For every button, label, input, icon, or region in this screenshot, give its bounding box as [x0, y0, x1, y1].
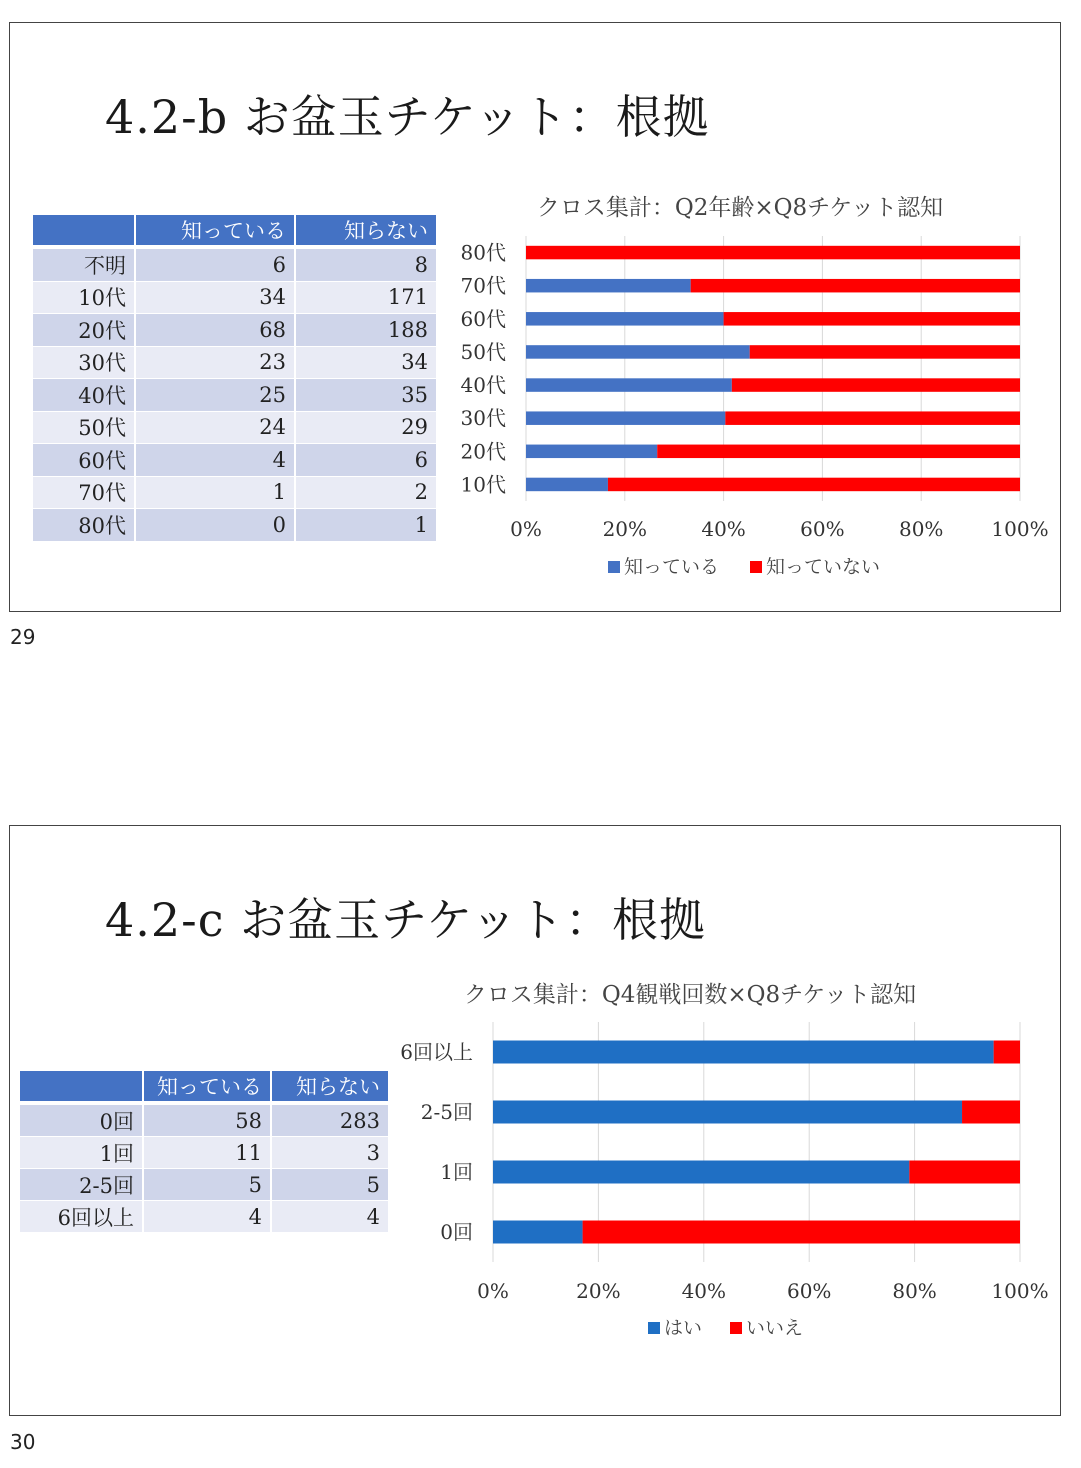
table-row — [20, 1168, 388, 1200]
bar-segment-known — [493, 1041, 994, 1064]
cross-table-age — [33, 215, 436, 541]
slide-title: 4.2-b お盆玉チケット：根拠 — [105, 90, 710, 144]
table-row — [33, 378, 436, 411]
bar-segment-known — [493, 1161, 909, 1184]
row-label: 6回以上 — [20, 1200, 142, 1232]
row-label: 10代 — [33, 281, 134, 314]
table-header-cell — [20, 1071, 142, 1104]
bar-segment-unknown — [526, 246, 1020, 260]
row-label: 2-5回 — [20, 1168, 142, 1200]
table-cell: 188 — [294, 313, 436, 346]
row-label: 50代 — [33, 411, 134, 444]
table-cell: 3 — [270, 1136, 388, 1168]
legend-swatch — [750, 561, 762, 573]
bar-segment-known — [526, 445, 657, 459]
x-tick-label: 60% — [800, 517, 845, 541]
bar-segment-unknown — [962, 1101, 1020, 1124]
table-row — [33, 476, 436, 509]
table-cell: 25 — [134, 378, 294, 411]
x-tick-label: 80% — [892, 1279, 937, 1303]
legend-swatch — [730, 1322, 742, 1334]
table-cell: 11 — [142, 1136, 270, 1168]
table-header-cell — [33, 215, 134, 248]
row-label: 20代 — [33, 313, 134, 346]
bar-segment-known — [526, 378, 732, 392]
table-cell: 24 — [134, 411, 294, 444]
slide-title: 4.2-c お盆玉チケット：根拠 — [105, 893, 706, 947]
x-tick-label: 40% — [681, 1279, 727, 1303]
y-category-label: 20代 — [460, 439, 506, 464]
x-tick-label: 60% — [786, 1279, 832, 1303]
row-label: 60代 — [33, 443, 134, 476]
table-cell: 68 — [134, 313, 294, 346]
table-cell: 2 — [294, 476, 436, 509]
table-cell: 58 — [142, 1104, 270, 1136]
row-label: 1回 — [20, 1136, 142, 1168]
bar-segment-known — [526, 478, 608, 492]
y-category-label: 60代 — [460, 306, 506, 331]
bar-segment-known — [526, 312, 724, 326]
table-cell: 29 — [294, 411, 436, 444]
table-cell: 5 — [142, 1168, 270, 1200]
bar-segment-unknown — [691, 279, 1020, 293]
y-category-label: 30代 — [460, 406, 506, 431]
bar-segment-unknown — [909, 1161, 1020, 1184]
table-row — [33, 508, 436, 541]
table-row — [33, 443, 436, 476]
table-header-row — [33, 215, 436, 248]
bar-segment-unknown — [583, 1221, 1020, 1244]
y-category-label: 80代 — [460, 240, 506, 265]
table-cell: 171 — [294, 281, 436, 314]
chart-title: クロス集計：Q4観戦回数×Q8チケット認知 — [463, 982, 917, 1008]
row-label: 40代 — [33, 378, 134, 411]
table-header-cell: 知らない — [270, 1071, 388, 1104]
x-tick-label: 20% — [576, 1279, 621, 1303]
table-cell: 283 — [270, 1104, 388, 1136]
page-number: 29 — [10, 625, 36, 649]
y-category-label: 50代 — [460, 339, 506, 364]
table-header-row — [20, 1071, 388, 1104]
x-tick-label: 20% — [602, 517, 648, 541]
bar-segment-known — [526, 411, 725, 425]
legend-label: 知っている — [624, 556, 720, 578]
table-row — [20, 1136, 388, 1168]
table-cell: 1 — [294, 508, 436, 541]
y-category-label: 10代 — [460, 472, 506, 497]
cross-table-visits — [20, 1071, 388, 1232]
legend-label: はい — [664, 1317, 703, 1339]
bar-segment-known — [526, 279, 691, 293]
table-cell: 5 — [270, 1168, 388, 1200]
slide-30 — [9, 825, 1061, 1416]
row-label: 不明 — [33, 248, 134, 281]
legend-label: 知っていない — [766, 556, 881, 578]
table-cell: 34 — [134, 281, 294, 314]
x-tick-label: 40% — [701, 517, 746, 541]
row-label: 80代 — [33, 508, 134, 541]
table-cell: 6 — [134, 248, 294, 281]
bar-segment-unknown — [657, 445, 1020, 459]
row-label: 0回 — [20, 1104, 142, 1136]
table-row — [33, 411, 436, 444]
table-cell: 1 — [134, 476, 294, 509]
table-header-cell: 知っている — [134, 215, 294, 248]
y-category-label: 70代 — [460, 273, 506, 298]
bar-segment-unknown — [994, 1041, 1020, 1064]
bar-segment-unknown — [725, 411, 1020, 425]
table-cell: 34 — [294, 346, 436, 379]
bar-segment-known — [493, 1221, 583, 1244]
table-cell: 4 — [270, 1200, 388, 1232]
table-row — [20, 1200, 388, 1232]
table-row — [33, 313, 436, 346]
legend-label: いいえ — [746, 1317, 804, 1339]
legend-swatch — [608, 561, 620, 573]
row-label: 70代 — [33, 476, 134, 509]
row-label: 30代 — [33, 346, 134, 379]
x-tick-label: 100% — [991, 1279, 1049, 1303]
y-category-label: 1回 — [440, 1160, 473, 1184]
page-number: 30 — [10, 1430, 36, 1454]
chart-title: クロス集計：Q2年齢×Q8チケット認知 — [536, 195, 944, 221]
x-tick-label: 80% — [898, 517, 944, 541]
stacked-bar-chart-age — [438, 223, 1058, 623]
table-cell: 35 — [294, 378, 436, 411]
table-cell: 4 — [134, 443, 294, 476]
y-category-label: 0回 — [440, 1220, 473, 1244]
table-row — [20, 1104, 388, 1136]
x-tick-label: 0% — [510, 517, 542, 541]
bar-segment-unknown — [732, 378, 1020, 392]
legend-swatch — [648, 1322, 660, 1334]
table-cell: 4 — [142, 1200, 270, 1232]
table-cell: 0 — [134, 508, 294, 541]
table-row — [33, 346, 436, 379]
bar-segment-unknown — [724, 312, 1020, 326]
y-category-label: 2-5回 — [420, 1100, 473, 1124]
bar-segment-unknown — [750, 345, 1020, 359]
table-header-cell: 知っている — [142, 1071, 270, 1104]
y-category-label: 40代 — [460, 373, 506, 398]
x-tick-label: 100% — [991, 517, 1049, 541]
table-cell: 23 — [134, 346, 294, 379]
x-tick-label: 0% — [477, 1279, 509, 1303]
table-cell: 6 — [294, 443, 436, 476]
table-row — [33, 281, 436, 314]
stacked-bar-chart-visits — [388, 1016, 1058, 1416]
y-category-label: 6回以上 — [400, 1040, 473, 1064]
table-row — [33, 248, 436, 281]
bar-segment-known — [493, 1101, 962, 1124]
bar-segment-unknown — [608, 478, 1020, 492]
table-cell: 8 — [294, 248, 436, 281]
bar-segment-known — [526, 345, 750, 359]
slide-29 — [9, 22, 1061, 612]
table-header-cell: 知らない — [294, 215, 436, 248]
